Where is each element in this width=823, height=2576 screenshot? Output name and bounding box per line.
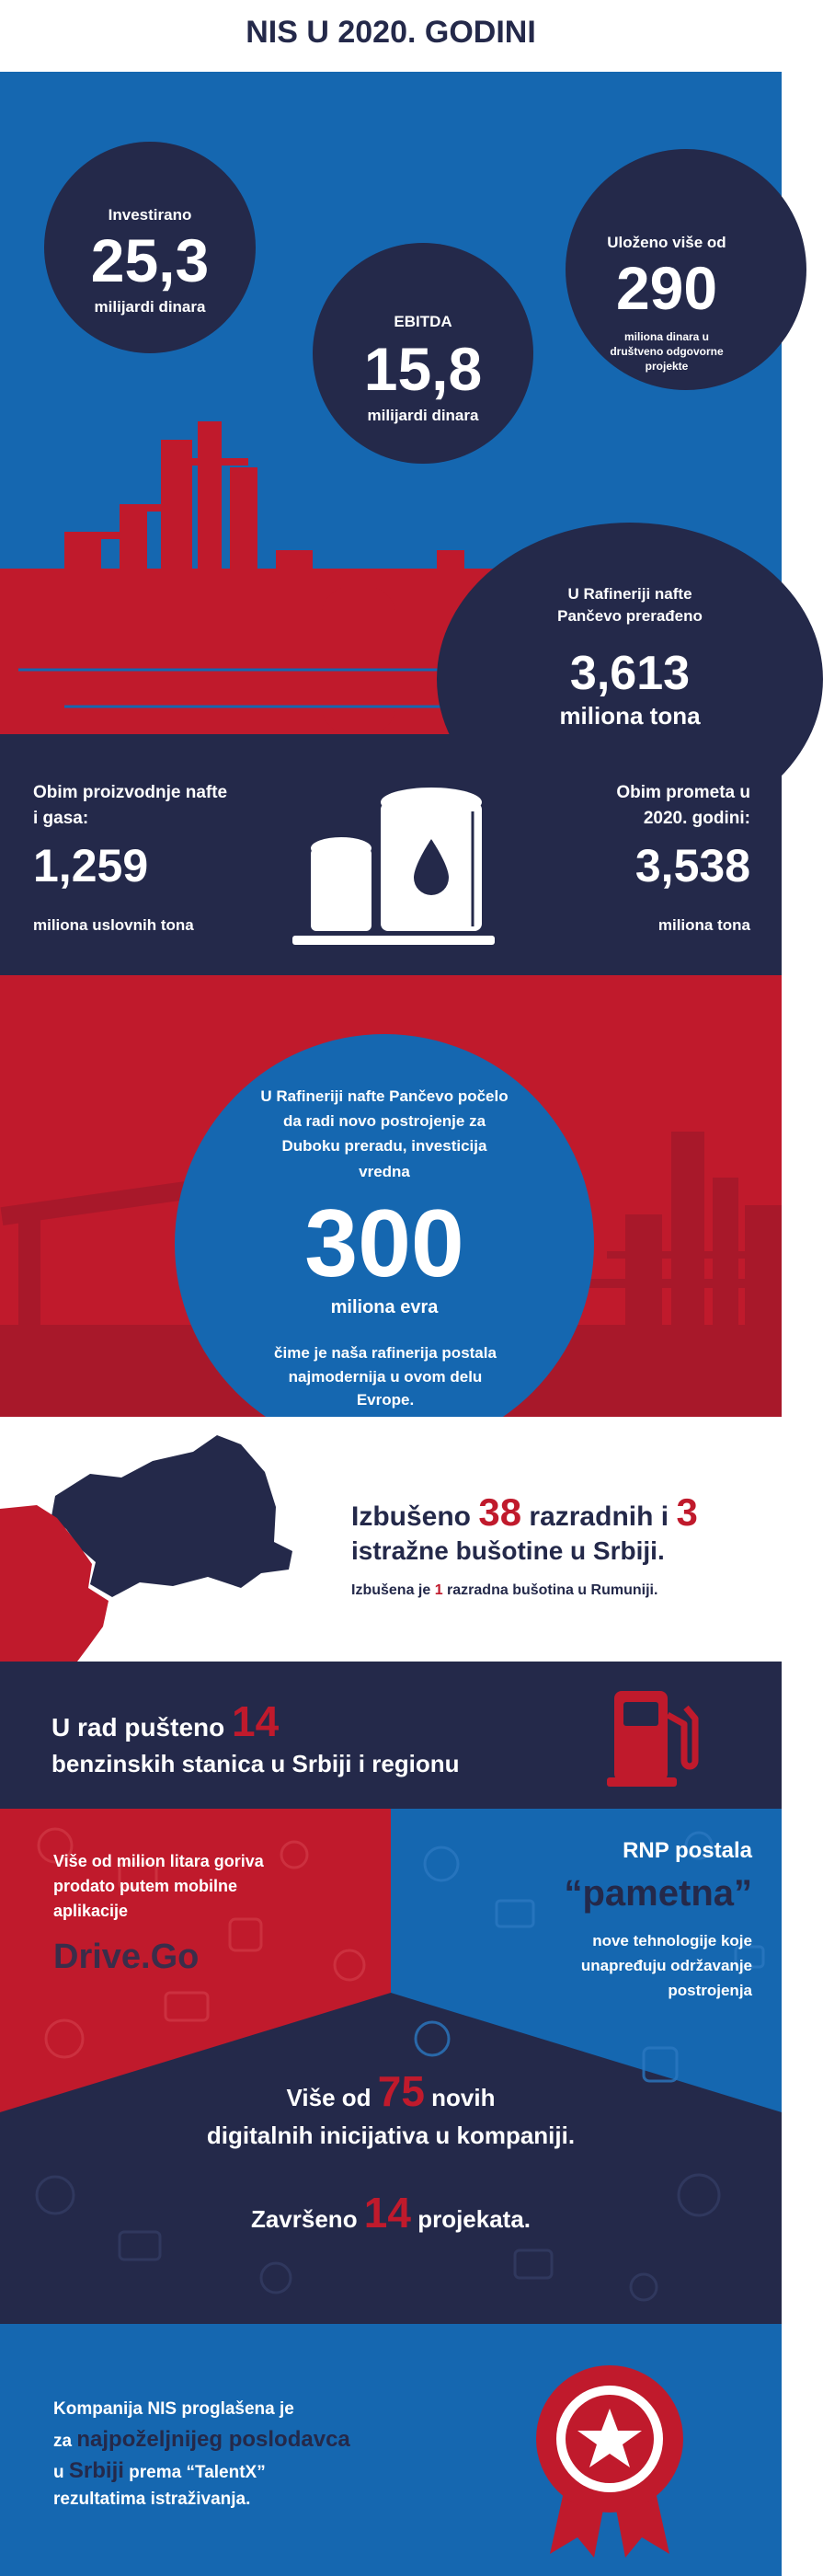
fuel-pump-icon [607,1687,699,1787]
initiatives-text-b: novih [424,2084,496,2111]
rnp-quote: “pametna” [564,1873,752,1914]
initiatives-line2: digitalnih inicijativa u kompaniji. [206,2122,576,2149]
social-circle [566,149,806,390]
employer-highlight-2: Srbiji [68,2458,124,2483]
initiatives-line1 [0,2066,782,2116]
ebitda-circle [313,243,533,464]
social-value: 290 [615,254,718,322]
stations-num: 14 [232,1697,280,1745]
invested-value: 25,3 [90,226,210,294]
drilling-subline [351,1582,657,1599]
header [0,0,782,72]
drilling-sub-b: razradna bušotina u Rumuniji. [442,1582,658,1598]
key-figures-section [0,72,782,734]
deep-processing-value: 300 [304,1190,464,1297]
invested-circle [44,142,256,353]
social-label: Uloženo više od [607,234,726,251]
rnp-title: RNP postala [623,1838,752,1863]
refinery-value: 3,613 [569,647,691,700]
invested-unit: milijardi dinara [94,298,206,316]
sales-value: 3,538 [634,840,750,891]
sales-label: Obim prometa u 2020. godini: [616,783,750,828]
initiatives-num: 75 [377,2067,425,2115]
drilling-num-3: 3 [676,1490,698,1534]
stations-line1 [51,1696,279,1746]
projects-line [0,2188,782,2237]
employer-line4: rezultatima istraživanja. [53,2490,251,2509]
drilling-num-38: 38 [478,1490,522,1534]
drilling-line1 [351,1490,698,1535]
employer-section [0,2324,782,2576]
employer-highlight-1: najpoželjnijeg poslodavca [76,2427,350,2452]
ebitda-label: EBITDA [394,313,452,330]
drilling-sub-num: 1 [434,1582,443,1598]
employer-line3-a: u [53,2463,69,2482]
employer-line2-a: za [53,2432,77,2451]
employer-line3 [53,2458,266,2484]
storage-tanks-icon [292,784,495,949]
stations-text-a: U rad pušteno [51,1713,233,1742]
employer-line1: Kompanija NIS proglašena je [53,2399,294,2419]
page-title: NIS U 2020. GODINI [246,15,536,50]
initiatives-text-a: Više od [286,2084,378,2111]
deep-processing-section [0,975,782,1417]
drilling-sub-a: Izbušena je [351,1582,435,1598]
sales-unit: miliona tona [657,916,750,934]
ebitda-unit: milijardi dinara [367,407,479,424]
projects-text-b: projekata. [410,2205,532,2233]
rnp-text: nove tehnologije koje unapređuju održavanje postrojenja [580,1932,752,2000]
employer-line3-b: prema “TalentX” [123,2463,266,2482]
projects-num: 14 [363,2189,411,2237]
production-section [0,734,782,975]
production-label: Obim proizvodnje nafte i gasa: [33,783,228,828]
refinery-label: U Rafineriji nafte Pančevo prerađeno [557,585,703,625]
stations-section [0,1662,782,1809]
drilling-text-b: razradnih i [521,1501,677,1532]
deep-processing-circle [175,1034,594,1454]
drilling-text-a: Izbušeno [351,1501,479,1532]
award-badge-icon [532,2361,688,2563]
drilling-section [0,1417,782,1662]
map-romania-serbia-icon [0,1417,313,1662]
deep-processing-subtext: čime je naša rafinerija postala najmodernija u ovom delu Evrope. [274,1344,497,1409]
employer-line2 [53,2427,350,2453]
social-unit: miliona dinara u društveno odgovorne projekte [610,330,724,374]
stations-line2: benzinskih stanica u Srbiji i regionu [51,1750,460,1777]
production-unit: miliona uslovnih tona [33,916,194,934]
refinery-unit: miliona tona [559,702,701,730]
deep-processing-text: U Rafineriji nafte Pančevo počelo da radi novo postrojenje za Duboku preradu, investicija vredna [260,1087,509,1180]
digital-section [0,1809,782,2324]
deep-processing-unit: miliona evra [330,1297,439,1317]
invested-label: Investirano [108,206,192,224]
drivego-brand: Drive.Go [53,1938,200,1976]
projects-text-a: Završeno [250,2205,364,2233]
drivego-text: Više od milion litara goriva prodato putem mobilne aplikacije [53,1852,264,1920]
ebitda-value: 15,8 [363,335,483,403]
drilling-line2: istražne bušotine u Srbiji. [351,1536,665,1565]
production-value: 1,259 [33,840,149,891]
